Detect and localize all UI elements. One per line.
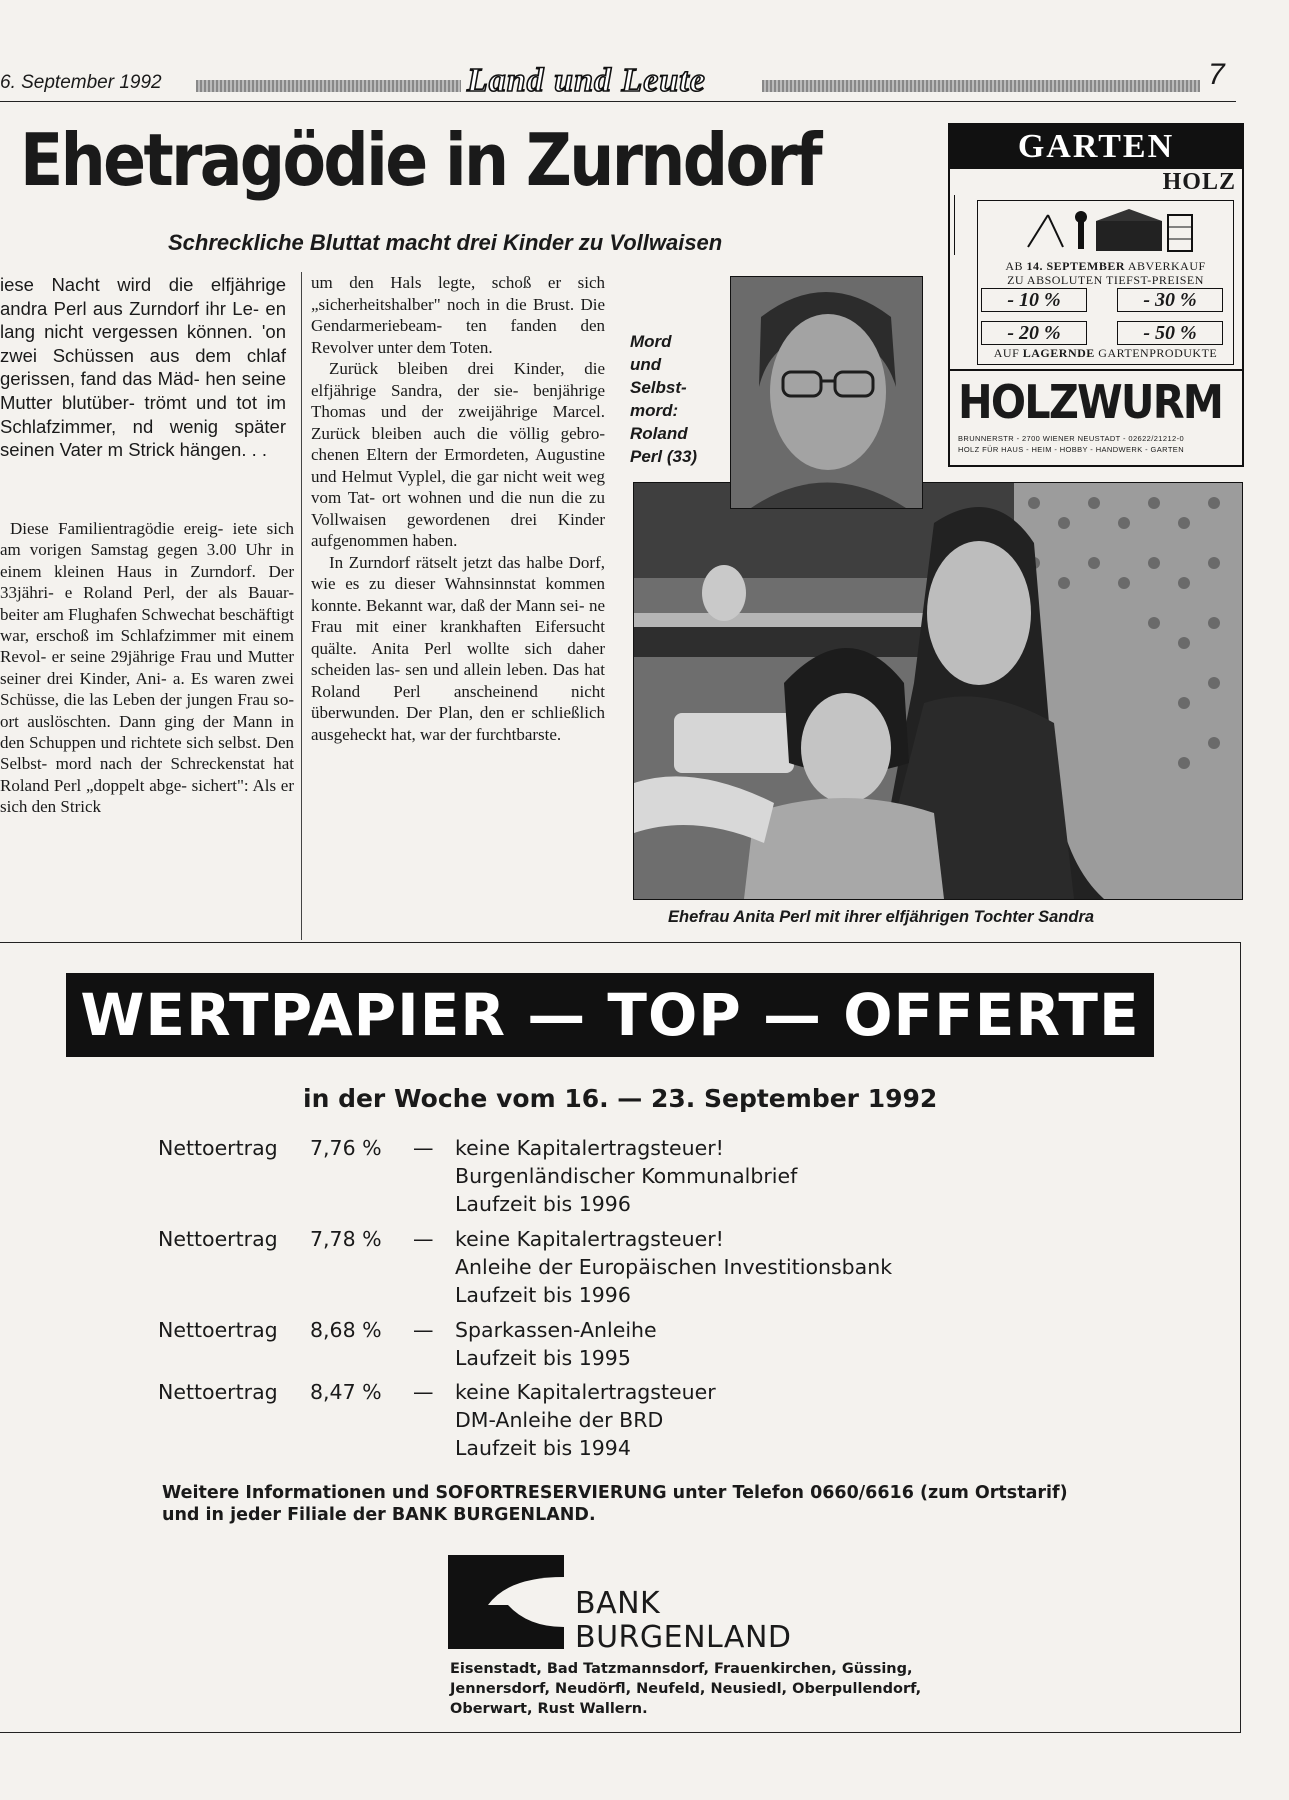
- offer-rate: 7,78 %: [310, 1227, 382, 1251]
- caption-man: [630, 330, 697, 468]
- discount-badge: - 10 %: [981, 288, 1087, 312]
- bank-logo-mark: [448, 1555, 564, 1649]
- discount-badge: - 30 %: [1117, 288, 1223, 312]
- caption-line: Selbst-: [630, 378, 687, 397]
- offer-dash: —: [413, 1136, 434, 1160]
- article-paragraph: Zurück bleiben drei Kinder, die elfjährige Sandra, der sie- benjährige Thomas und der zweijährige Marcel. Zurück bleiben auch die völlig gebro- chenen Eltern der Ermordeten, Augustine und Helmut Vyplel, die gar nicht weit weg vom Tat- ort wohnen und die nun die zu Vollwaisen gewordenen drei Kinder aufgenommen haben.: [311, 359, 605, 550]
- bank-ad-info-line: und in jeder Filiale der BANK BURGENLAND.: [162, 1505, 596, 1525]
- bank-name: [575, 1587, 792, 1655]
- article-headline: Ehetragödie in Zurndorf: [20, 118, 820, 202]
- page-number: 7: [1208, 58, 1225, 91]
- offer-line: keine Kapitalertragsteuer!: [455, 1227, 724, 1251]
- bank-ad-info: [162, 1482, 1068, 1526]
- offer-label: Nettoertrag: [158, 1318, 278, 1342]
- bank-branches-line: Eisenstadt, Bad Tatzmannsdorf, Frauenkirchen, Güssing,: [450, 1661, 913, 1677]
- ad-divider: [950, 369, 1242, 371]
- caption-line: mord:: [630, 401, 679, 420]
- man-portrait-photo: [730, 276, 923, 509]
- offer-dash: —: [413, 1227, 434, 1251]
- bank-ad-week: in der Woche vom 16. — 23. September 1992: [303, 1084, 938, 1113]
- ad-line-1-prefix: AB: [1005, 259, 1027, 273]
- offer-line: Anleihe der Europäischen Investitionsbank: [455, 1255, 893, 1279]
- offer-dash: —: [413, 1318, 434, 1342]
- ad-tagline: HOLZ FÜR HAUS - HEIM - HOBBY - HANDWERK - GARTEN: [958, 445, 1185, 454]
- caption-line: Mord: [630, 332, 672, 351]
- discount-badge: - 20 %: [981, 321, 1087, 345]
- ad-line-3: [978, 346, 1233, 361]
- family-photo-image: [634, 483, 1242, 899]
- offer-rate: 8,68 %: [310, 1318, 382, 1342]
- bank-branches-line: Oberwart, Rust Wallern.: [450, 1701, 648, 1717]
- garten-holz-ad: [948, 123, 1244, 467]
- offer-line: Burgenländischer Kommunalbrief: [455, 1164, 798, 1188]
- bank-branches-line: Jennersdorf, Neudörfl, Neufeld, Neusiedl, Oberpullendorf,: [450, 1681, 922, 1697]
- ad-title: GARTEN: [950, 125, 1242, 169]
- bank-name-line: BURGENLAND: [575, 1620, 792, 1655]
- offer-label: Nettoertrag: [158, 1380, 278, 1404]
- ad-brand: HOLZWURM: [958, 375, 1223, 429]
- man-portrait-image: [731, 277, 922, 508]
- article-column-2: [311, 272, 605, 745]
- offer-rate: 8,47 %: [310, 1380, 382, 1404]
- bank-ad-info-line: Weitere Informationen und SOFORTRESERVIERUNG unter Telefon 0660/6616 (zum Ortstarif): [162, 1483, 1068, 1503]
- garden-furniture-icon: [1018, 207, 1198, 257]
- bank-name-line: BANK: [575, 1586, 661, 1621]
- ad-line-1: [978, 259, 1233, 274]
- ad-line-2: ZU ABSOLUTEN TIEFST-PREISEN: [1007, 273, 1204, 287]
- column-divider: [301, 272, 302, 940]
- offer-row: [158, 1225, 958, 1309]
- offer-description: [455, 1316, 657, 1372]
- caption-line: Roland: [630, 424, 688, 443]
- ad-line-3-prefix: AUF: [993, 346, 1023, 360]
- ad-divider: [954, 195, 971, 255]
- offer-rate: 7,76 %: [310, 1136, 382, 1160]
- offer-line: Laufzeit bis 1994: [455, 1436, 631, 1460]
- bank-branches: [450, 1659, 921, 1719]
- ad-subtitle: HOLZ: [1162, 169, 1236, 195]
- ad-line-3-suffix: GARTENPRODUKTE: [1094, 346, 1218, 360]
- ad-line-3-bold: LAGERNDE: [1022, 346, 1095, 360]
- offer-description: [455, 1134, 797, 1218]
- offer-line: DM-Anleihe der BRD: [455, 1408, 664, 1432]
- offer-row: [158, 1378, 958, 1462]
- caption-family: Ehefrau Anita Perl mit ihrer elfjährigen Tochter Sandra: [668, 908, 1095, 926]
- article-paragraph: um den Hals legte, schoß er sich „sicherheitshalber" noch in die Brust. Die Gendarmeriebeam- ten fanden den Revolver unter dem Toten.: [311, 273, 605, 357]
- offer-line: keine Kapitalertragsteuer!: [455, 1136, 724, 1160]
- offer-description: [455, 1378, 716, 1462]
- header-rule: [0, 101, 1236, 102]
- offer-label: Nettoertrag: [158, 1227, 278, 1251]
- section-title: Land und Leute: [467, 62, 706, 99]
- article-subheadline: Schreckliche Bluttat macht drei Kinder zu Vollwaisen: [168, 230, 723, 255]
- article-lead: iese Nacht wird die elfjährige andra Perl aus Zurndorf ihr Le- en lang nicht vergessen können. 'on zwei Schüssen aus dem chlaf gerissen, fand das Mäd- hen seine Mutter blutüber- trömt und tot im Schlafzimmer, nd wenig später seinen Vater m Strick hängen. . .: [0, 274, 286, 461]
- bank-logo-icon: [448, 1555, 564, 1649]
- bank-ad-banner: WERTPAPIER — TOP — OFFERTE: [66, 973, 1154, 1057]
- offer-line: Laufzeit bis 1996: [455, 1192, 631, 1216]
- article-column-1: [0, 518, 294, 818]
- offer-description: [455, 1225, 892, 1309]
- offer-dash: —: [413, 1380, 434, 1404]
- issue-date: 6. September 1992: [0, 72, 162, 93]
- ad-address: BRUNNERSTR - 2700 WIENER NEUSTADT - 02622/21212-0: [958, 434, 1185, 443]
- offer-line: Sparkassen-Anleihe: [455, 1318, 657, 1342]
- family-photo: [633, 482, 1243, 900]
- ad-inner-box: [977, 200, 1234, 365]
- caption-line: und: [630, 355, 662, 374]
- article-paragraph: Diese Familientragödie ereig- iete sich am vorigen Samstag gegen 3.00 Uhr in einem kleinen Haus in Zurndorf. Der 33jähri- e Roland Perl, der als Bauar- beiter am Flughafen Schwechat beschäftigt war, erschoß im Schlafzimmer mit einem Revol- er seine 29jährige Frau und Mutter seiner drei Kinder, Ani- a. Es waren zwei Schüsse, die las Leben der jungen Frau so- ort auslöschten. Dann ging der Mann in den Schuppen und richtete sich selbst. Den Selbst- mord nach der Schreckenstat hat Roland Perl „doppelt abge- sichert": Als er sich den Strick: [0, 519, 294, 817]
- article-paragraph: In Zurndorf rätselt jetzt das halbe Dorf, wie es zu dieser Wahnsinnstat kommen konnte. Bekannt war, daß der Mann sei- ne Frau mit einer krankhaften Eifersucht quälte. Anita Perl wollte sich daher scheiden las- sen und allein leben. Das hat Roland Perl anscheinend nicht überwunden. Der Plan, den er schließlich ausgeheckt hat, war der furchtbarste.: [311, 552, 605, 744]
- offer-row: [158, 1134, 958, 1218]
- header-bar-right: [762, 80, 1200, 92]
- header-bar-left: [196, 80, 461, 92]
- ad-line-1-date: 14. SEPTEMBER: [1026, 259, 1125, 273]
- offer-row: [158, 1316, 958, 1372]
- ad-line-1-suffix: ABVERKAUF: [1125, 259, 1206, 273]
- offer-label: Nettoertrag: [158, 1136, 278, 1160]
- offer-line: keine Kapitalertragsteuer: [455, 1380, 716, 1404]
- offer-line: Laufzeit bis 1995: [455, 1346, 631, 1370]
- discount-badge: - 50 %: [1117, 321, 1223, 345]
- offer-line: Laufzeit bis 1996: [455, 1283, 631, 1307]
- caption-line: Perl (33): [630, 447, 698, 466]
- ad-address-block: [958, 433, 1234, 455]
